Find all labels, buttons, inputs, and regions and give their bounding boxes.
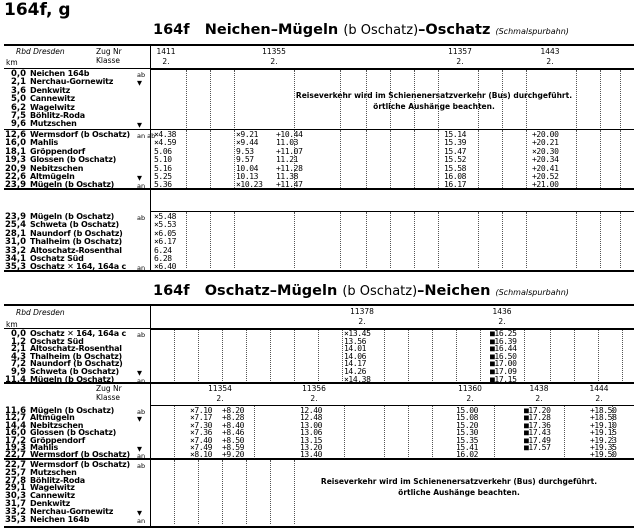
station-an-ab: ▼ [137, 79, 142, 88]
bus-notice-line: Reiseverkehr wird im Schienenersatzverkehr (Bus) durchgeführt. örtliche Aushänge beachten. [320, 477, 598, 497]
title-to: Oschatz [425, 22, 491, 38]
station-name: Mügeln (b Oschatz) [30, 374, 115, 384]
station-name: Mahlis [30, 138, 59, 148]
departure-time: +8.28 [222, 413, 245, 423]
departure-time: 15.00 [456, 406, 479, 415]
station-name: Naundorf (b Oschatz) [30, 359, 123, 369]
station-an-ab: ab [137, 408, 146, 416]
station-name: Wagelwitz [30, 483, 75, 493]
departure-time: ×7.40 [190, 435, 213, 445]
station-name: Thalheim (b Oschatz) [30, 351, 122, 361]
departure-time: ×13.45 [344, 329, 371, 338]
departure-time: 15.20 [456, 420, 479, 430]
train-1443: 1443 2. [540, 47, 560, 66]
departure-time: 5.06 [154, 146, 172, 156]
station-name: Oschatz ✕ 164, 164a c [30, 329, 127, 338]
station-an-ab: ab [137, 71, 146, 79]
station-km: 25,7 [5, 467, 26, 478]
departure-time: 16.08 [444, 172, 467, 181]
departure-time: +20.34 [532, 155, 559, 165]
zug-label: Zug Nr [96, 47, 122, 56]
station-name: Wermsdorf (b Oschatz) [30, 130, 130, 139]
title-mid: Mügeln [278, 22, 339, 38]
departure-time: +8.50 [222, 435, 245, 445]
station-name: Mügeln (b Oschatz) [30, 180, 115, 190]
departure-time: +8.40 [222, 420, 245, 430]
departure-time: 5.25 [154, 172, 172, 181]
station-name: Gröppendorf [30, 435, 86, 445]
station-km: 22,6 [5, 172, 26, 182]
train-11360: 11360 2. [458, 384, 482, 403]
departure-time: +18.50 [590, 406, 617, 415]
departure-time: ■17.00 [490, 359, 517, 369]
train-1444: 1444 2. [589, 384, 609, 403]
departure-time: 12.40 [300, 406, 323, 415]
station-an-ab: ab [137, 462, 146, 470]
departure-time: +10.44 [276, 130, 303, 139]
station-name: Mutzschen [30, 119, 77, 129]
station-km: 0,0 [10, 329, 26, 339]
departure-time: 9.53 [236, 146, 254, 156]
station-km: 18,1 [5, 146, 26, 157]
station-name: Neichen 164b [30, 514, 90, 524]
train-1411: 1411 2. [156, 47, 176, 66]
station-km: 27,8 [5, 475, 26, 486]
departure-time: ×6.17 [154, 237, 177, 247]
departure-time: ×5.48 [154, 212, 177, 221]
station-name: Thalheim (b Oschatz) [30, 237, 122, 247]
departure-time: ×7.17 [190, 413, 213, 423]
station-an-ab: an ab [137, 132, 156, 140]
departure-time: 13.56 [344, 336, 367, 346]
departure-time: 16.02 [456, 450, 479, 460]
departure-time: +20.52 [532, 172, 559, 181]
station-km: 22,7 [5, 460, 26, 470]
departure-time: 13.00 [300, 420, 323, 430]
departure-time: 12.48 [300, 413, 323, 423]
station-name: Oschatz Süd [30, 254, 84, 263]
train-11357: 11357 2. [448, 47, 472, 66]
departure-time: 5.36 [154, 180, 172, 190]
departure-time: ×7.30 [190, 420, 213, 430]
station-name: Denkwitz [30, 85, 71, 95]
departure-time: 15.08 [456, 413, 479, 423]
departure-time: 5.16 [154, 163, 172, 173]
departure-time: 10.13 [236, 172, 259, 181]
departure-time: 6.24 [154, 245, 172, 255]
departure-time: 14.01 [344, 344, 367, 354]
station-an-ab: ▼ [137, 445, 142, 453]
station-km: 4,3 [10, 351, 26, 362]
station-name: Schweta (b Oschatz) [30, 220, 119, 230]
bus-notice-north [274, 90, 594, 112]
bus-notice-line: Reiseverkehr wird im Schienenersatzverkehr (Bus) durchgeführt. örtliche Aushänge beachten. [295, 91, 573, 111]
train-11355: 11355 2. [262, 47, 286, 66]
station-name: Altmügeln [30, 413, 75, 423]
timetable-south [4, 304, 634, 528]
departure-time: ×6.40 [154, 262, 177, 272]
station-an-ab: an [137, 264, 146, 273]
station-km: 20,9 [5, 163, 26, 174]
departure-time: 13.15 [300, 435, 323, 445]
departure-time: ×9.44 [236, 138, 259, 148]
departure-time: +18.58 [590, 413, 617, 423]
departure-time: ×4.38 [154, 130, 177, 139]
departure-time: +20.00 [532, 130, 559, 139]
departure-time: ×5.53 [154, 220, 177, 230]
station-km: 19,3 [5, 443, 26, 453]
departure-time: ×7.49 [190, 443, 213, 452]
station-name: Nebitzschen [30, 420, 84, 430]
klasse-label: Klasse [96, 393, 121, 402]
station-name: Wermsdorf (b Oschatz) [30, 460, 130, 469]
station-name: Oschatz Süd [30, 336, 84, 346]
title-via: (b Oschatz) [343, 23, 419, 38]
station-km: 12,7 [5, 413, 26, 424]
station-km: 9,9 [10, 367, 26, 377]
km-label: km [6, 320, 18, 329]
departure-time: 9.57 [236, 155, 254, 165]
station-km: 7,2 [10, 359, 26, 370]
departure-time: ×20.30 [532, 146, 559, 156]
departure-time: 16.17 [444, 180, 467, 190]
departure-time: 15.58 [444, 163, 467, 173]
departure-time: 15.35 [456, 435, 479, 445]
station-name: Mutzschen [30, 467, 77, 477]
departure-time: 15.52 [444, 155, 467, 165]
station-name: Böhlitz-Roda [30, 111, 85, 120]
title-mid: Mügeln [277, 283, 338, 299]
departure-time: ×7.10 [190, 406, 213, 415]
station-km: 34,1 [5, 254, 26, 264]
departure-time: ■17.28 [524, 413, 551, 423]
station-name: Naundorf (b Oschatz) [30, 228, 123, 238]
title-via: (b Oschatz) [342, 284, 418, 299]
station-an-ab: ▼ [137, 508, 142, 517]
departure-time: 5.10 [154, 155, 172, 165]
departure-time: ■16.25 [490, 329, 517, 338]
title-note: (Schmalspurbahn) [495, 27, 569, 36]
station-name: Altoschatz-Rosenthal [30, 245, 122, 255]
departure-time: 11.03 [276, 138, 299, 148]
departure-time: +11.07 [276, 146, 303, 156]
train-11354: 11354 2. [208, 384, 232, 403]
title-from: Oschatz [204, 283, 270, 299]
station-an-ab: ▼ [137, 369, 142, 377]
departure-time: 13.40 [300, 450, 323, 460]
departure-time: 15.41 [456, 443, 479, 452]
station-km: 17,2 [5, 435, 26, 446]
station-km: 16,0 [5, 138, 26, 149]
station-an-ab: an [137, 182, 146, 191]
station-name: Gröppendorf [30, 146, 86, 156]
station-km: 2,1 [10, 77, 26, 88]
station-km: 7,5 [10, 111, 26, 121]
departure-time: +11.47 [276, 180, 303, 190]
station-name: Böhlitz-Roda [30, 475, 85, 485]
rbd-label: Rbd Dresden [16, 47, 65, 56]
departure-time: 13.20 [300, 443, 323, 452]
departure-time: +19.10 [590, 420, 617, 430]
departure-time: ■16.50 [490, 351, 517, 361]
departure-time: 14.26 [344, 367, 367, 376]
station-km: 28,1 [5, 228, 26, 239]
departure-time: ■17.57 [524, 443, 551, 452]
station-km: 35,3 [5, 262, 26, 273]
station-name: Mahlis [30, 443, 59, 452]
departure-time: ×7.36 [190, 428, 213, 438]
section-title-north: 164f Neichen–Mügeln (b Oschatz)–Oschatz (Schmalspurbahn) [153, 22, 569, 38]
zug-label: Zug Nr [96, 384, 122, 393]
train-11356: 11356 2. [302, 384, 326, 403]
departure-time: ×8.10 [190, 450, 213, 460]
station-km: 31,0 [5, 237, 26, 248]
station-name: Altmügeln [30, 172, 75, 181]
departure-time: +19.15 [590, 428, 617, 438]
departure-time: ×14.38 [344, 374, 371, 384]
station-km: 25,4 [5, 220, 26, 231]
station-km: 33,2 [5, 506, 26, 517]
station-name: Glossen (b Oschatz) [30, 155, 117, 165]
train-1438: 1438 2. [529, 384, 549, 403]
station-km: 19,3 [5, 155, 26, 166]
departure-time: ■16.44 [490, 344, 517, 354]
departure-time: 15.14 [444, 130, 467, 139]
departure-time: 11.21 [276, 155, 299, 165]
departure-time: ■17.43 [524, 428, 551, 438]
station-km: 11,4 [5, 374, 26, 385]
station-km: 23,9 [5, 180, 26, 191]
departure-time: +19.50 [590, 450, 617, 460]
station-name: Mügeln (b Oschatz) [30, 212, 115, 221]
departure-time: ■17.20 [524, 406, 551, 415]
departure-time: +19.35 [590, 443, 617, 452]
station-an-ab: an [137, 376, 146, 385]
departure-time: +20.41 [532, 163, 559, 173]
station-an-ab: ab [137, 331, 146, 339]
train-1436: 1436 2. [492, 307, 512, 326]
station-name: Neichen 164b [30, 69, 90, 78]
station-name: Nerchau-Gornewitz [30, 77, 114, 87]
station-km: 6,2 [10, 102, 26, 113]
title-note: (Schmalspurbahn) [495, 288, 569, 297]
station-an-ab: ▼ [137, 121, 142, 130]
station-an-ab: ▼ [137, 174, 142, 182]
station-name: Nebitzschen [30, 163, 84, 173]
station-km: 1,2 [10, 336, 26, 347]
station-km: 23,9 [5, 212, 26, 222]
station-km: 22,7 [5, 450, 26, 461]
station-km: 16,0 [5, 428, 26, 439]
departure-time: 10.04 [236, 163, 259, 173]
station-name: Schweta (b Oschatz) [30, 367, 119, 376]
title-to: Neichen [424, 283, 491, 299]
timetable-north [4, 44, 634, 272]
station-an-ab: ab [137, 214, 146, 222]
station-name: Cannewitz [30, 491, 75, 501]
station-km: 11,6 [5, 406, 26, 416]
station-km: 0,0 [10, 69, 26, 79]
station-name: Glossen (b Oschatz) [30, 428, 117, 438]
departure-time: +11.28 [276, 163, 303, 173]
departure-time: ×4.59 [154, 138, 177, 148]
station-an-ab: ▼ [137, 415, 142, 424]
station-km: 29,1 [5, 483, 26, 494]
departure-time: ×9.21 [236, 130, 259, 139]
departure-time: +8.20 [222, 406, 245, 415]
departure-time: 15.39 [444, 138, 467, 148]
station-km: 12,6 [5, 130, 26, 140]
station-name: Wagelwitz [30, 102, 75, 112]
departure-time: 6.28 [154, 254, 172, 263]
title-from: Neichen [204, 22, 271, 38]
departure-time: +19.23 [590, 435, 617, 445]
departure-time: +21.00 [532, 180, 559, 190]
train-11378: 11378 2. [350, 307, 374, 326]
departure-time: +20.21 [532, 138, 559, 148]
station-name: Denkwitz [30, 499, 71, 508]
departure-time: 14.17 [344, 359, 367, 369]
station-km: 3,6 [10, 85, 26, 96]
title-number: 164f [153, 283, 190, 299]
departure-time: +8.46 [222, 428, 245, 438]
station-km: 9,6 [10, 119, 26, 130]
title-number: 164f [153, 22, 190, 38]
departure-time: ■16.39 [490, 336, 517, 346]
rbd-label: Rbd Dresden [16, 308, 65, 317]
bus-notice-south [294, 476, 624, 498]
section-title-south: 164f Oschatz–Mügeln (b Oschatz)–Neichen (Schmalspurbahn) [153, 283, 569, 299]
page-header: 164f, g [4, 0, 71, 20]
station-name: Mügeln (b Oschatz) [30, 406, 115, 415]
departure-time: 13.06 [300, 428, 323, 438]
departure-time: ■17.49 [524, 435, 551, 445]
station-km: 35,3 [5, 514, 26, 525]
station-km: 2,1 [10, 344, 26, 355]
departure-time: 15.30 [456, 428, 479, 438]
departure-time: ■17.36 [524, 420, 551, 430]
departure-time: 11.38 [276, 172, 299, 181]
departure-time: ■17.15 [490, 374, 517, 384]
departure-time: ×10.23 [236, 180, 263, 190]
station-km: 14,4 [5, 420, 26, 431]
station-an-ab: an [137, 452, 146, 461]
station-an-ab: an [137, 516, 146, 525]
station-km: 31,7 [5, 499, 26, 509]
klasse-label: Klasse [96, 56, 121, 65]
station-name: Wermsdorf (b Oschatz) [30, 450, 130, 460]
departure-time: ■17.09 [490, 367, 517, 376]
departure-time: ×6.05 [154, 228, 177, 238]
departure-time: 14.06 [344, 351, 367, 361]
station-km: 5,0 [10, 94, 26, 105]
departure-time: 15.47 [444, 146, 467, 156]
departure-time: +8.59 [222, 443, 245, 452]
station-km: 33,2 [5, 245, 26, 256]
departure-time: +9.20 [222, 450, 245, 460]
station-name: Nerchau-Gornewitz [30, 506, 114, 516]
km-label: km [6, 58, 18, 67]
station-km: 30,3 [5, 491, 26, 502]
station-name: Oschatz ✕ 164, 164a c [30, 262, 127, 272]
station-name: Altoschatz-Rosenthal [30, 344, 122, 354]
station-name: Cannewitz [30, 94, 75, 104]
